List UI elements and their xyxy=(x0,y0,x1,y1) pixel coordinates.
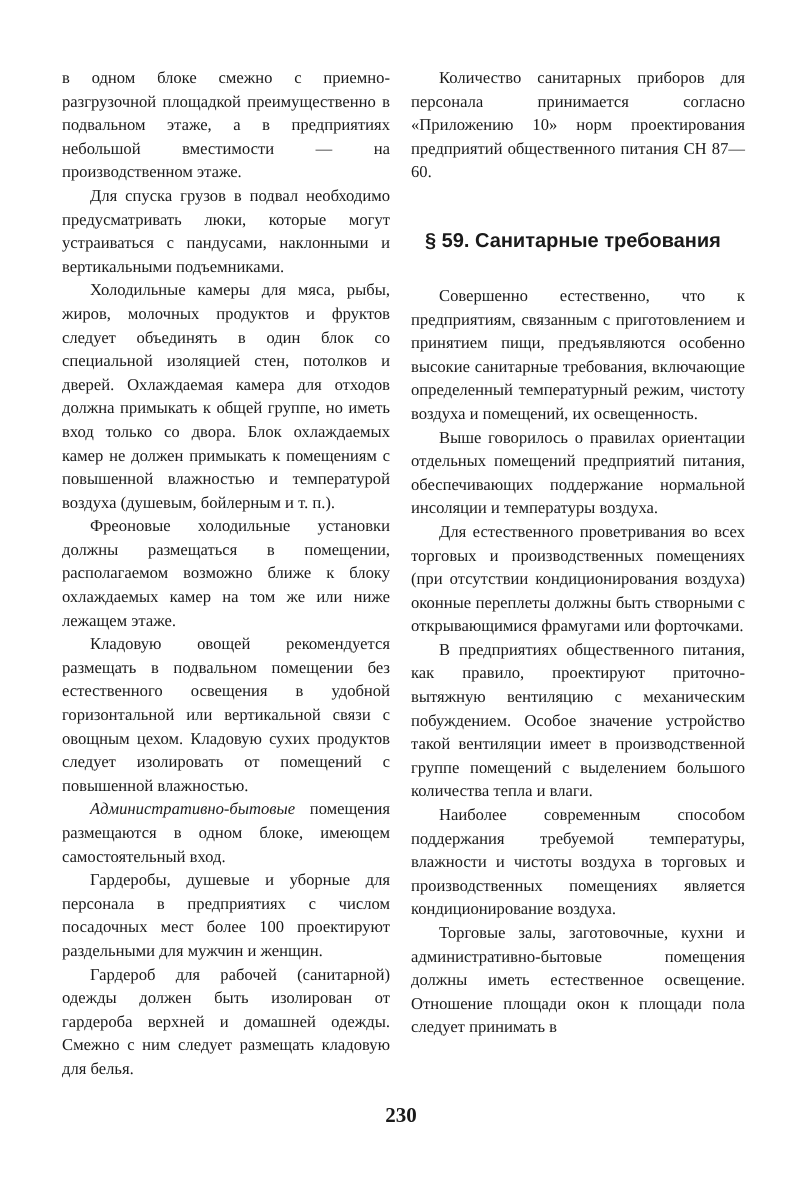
paragraph: В предприятиях общественного питания, как правило, проектируют приточно-вытяжную вентиляцию с механическим побуждением. Особое значение устройство такой вентиляции имеет в производственной группе помещений с выделением большого количества тепла и влаги. xyxy=(411,639,745,801)
paragraph: Фреоновые холодильные установки должны размещаться в помещении, располагаемом возможно ближе к блоку охлаждаемых камер на том же или ниже лежащем этаже. xyxy=(62,516,390,630)
paragraph: Совершенно естественно, что к предприятиям, связанным с приготовлением и принятием пищи, предъявляются особенно высокие санитарные требования, включающие определенный температурный режим, чистоту воздуха и помещений, их освещенность. xyxy=(411,285,745,423)
paragraph: Количество санитарных приборов для персонала принимается согласно «Приложению 10» норм проектирования предприятий общественного питания СН 87—60. xyxy=(411,68,745,182)
paragraph: Для спуска грузов в подвал необходимо предусматривать люки, которые могут устраиваться с пандусами, наклонными и вертикальными подъемниками. xyxy=(62,185,390,276)
paragraph: Для естественного проветривания во всех торговых и производственных помещениях (при отсутствии кондиционирования воздуха) оконные переплеты должны быть створными с открывающимися фрамугами или форточками. xyxy=(411,521,745,636)
paragraph: Наиболее современным способом поддержания требуемой температуры, влажности и чистоты воздуха в торговых и производственных помещениях является кондиционирование воздуха. xyxy=(411,805,745,919)
left-column xyxy=(62,66,390,1081)
paragraph: Выше говорилось о правилах ориентации отдельных помещений предприятий питания, обеспечивающих поддержание нормальной инсоляции и температуры воздуха. xyxy=(411,427,745,518)
right-column xyxy=(411,66,745,1039)
paragraph: Кладовую овощей рекомендуется размещать в подвальном помещении без естественного освещения в удобной горизонтальной или вертикальной связи с овощным цехом. Кладовую сухих продуктов следует изолировать от помещений с повышенной влажностью. xyxy=(62,634,390,795)
paragraph: Гардероб для рабочей (санитарной) одежды должен быть изолирован от гардероба верхней и домашней одежды. Смежно с ним следует размещать кладовую для белья. xyxy=(62,964,390,1078)
paragraph: Торговые залы, заготовочные, кухни и административно-бытовые помещения должны иметь естественное освещение. Отношение площади окон к площади пола следует принимать в xyxy=(411,923,745,1037)
paragraph: Гардеробы, душевые и уборные для персонала в предприятиях с числом посадочных мест более 100 проектируют раздельными для мужчин и женщин. xyxy=(62,870,390,960)
italic-term: Административно-бытовые xyxy=(90,799,296,819)
page-number: 230 xyxy=(385,1103,417,1127)
paragraph-text: помещения размещаются в одном блоке, имеющем самостоятельный вход. xyxy=(62,799,390,866)
paragraph xyxy=(62,797,390,868)
paragraph: в одном блоке смежно с приемно-разгрузочной площадкой преимущественно в подвальном этаже, а в предприятиях небольшой вместимости — на производственном этаже. xyxy=(62,68,390,182)
section-heading: § 59. Санитарные требования xyxy=(425,229,721,252)
paragraph: Холодильные камеры для мяса, рыбы, жиров, молочных продуктов и фруктов следует объединять в один блок со специальной изоляцией стен, потолков и дверей. Охлаждаемая камера для отходов должна примыкать к общей группе, но иметь вход только со двора. Блок охлаждаемых камер не должен примыкать к помещениям с повышенной влажностью и температурой воздуха (душевым, бойлерным и т. п.). xyxy=(62,280,390,512)
